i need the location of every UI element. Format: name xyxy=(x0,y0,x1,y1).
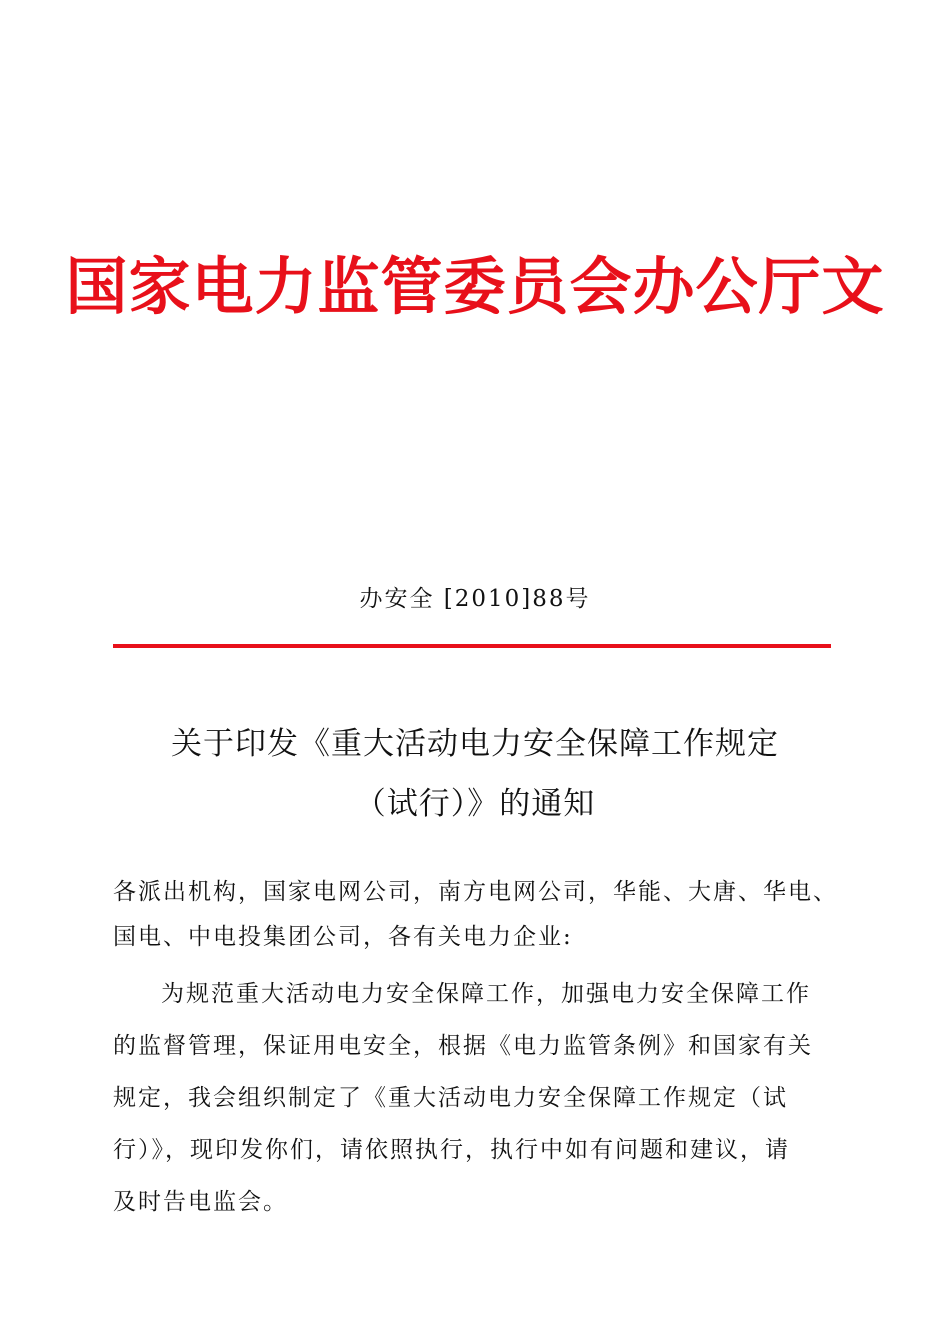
document-number: 办安全 [2010]88号 xyxy=(359,586,591,612)
body-line-1: 为规范重大活动电力安全保障工作，加强电力安全保障工作 xyxy=(161,981,811,1007)
notice-title-line-1: 关于印发《重大活动电力安全保障工作规定 xyxy=(171,726,779,762)
masthead-title: 国家电力监管委员会办公厅文 xyxy=(65,250,885,323)
notice-title xyxy=(100,714,850,834)
red-divider-line xyxy=(113,644,831,648)
body-line-4: 行）》，现印发你们，请依照执行，执行中如有问题和建议，请 xyxy=(113,1137,790,1163)
addressee-line-1: 各派出机构，国家电网公司，南方电网公司，华能、大唐、华电、 xyxy=(113,879,838,905)
addressee-line-2: 国电、中电投集团公司，各有关电力企业: xyxy=(113,924,573,950)
notice-title-line-2: （试行）》的通知 xyxy=(354,786,596,822)
body-line-3: 规定，我会组织制定了《重大活动电力安全保障工作规定（试 xyxy=(113,1085,788,1111)
body-line-2: 的监督管理，保证用电安全，根据《电力监管条例》和国家有关 xyxy=(113,1033,813,1059)
addressee-block xyxy=(113,870,838,960)
body-line-5: 及时告电监会。 xyxy=(113,1189,288,1215)
body-paragraph xyxy=(113,968,838,1228)
